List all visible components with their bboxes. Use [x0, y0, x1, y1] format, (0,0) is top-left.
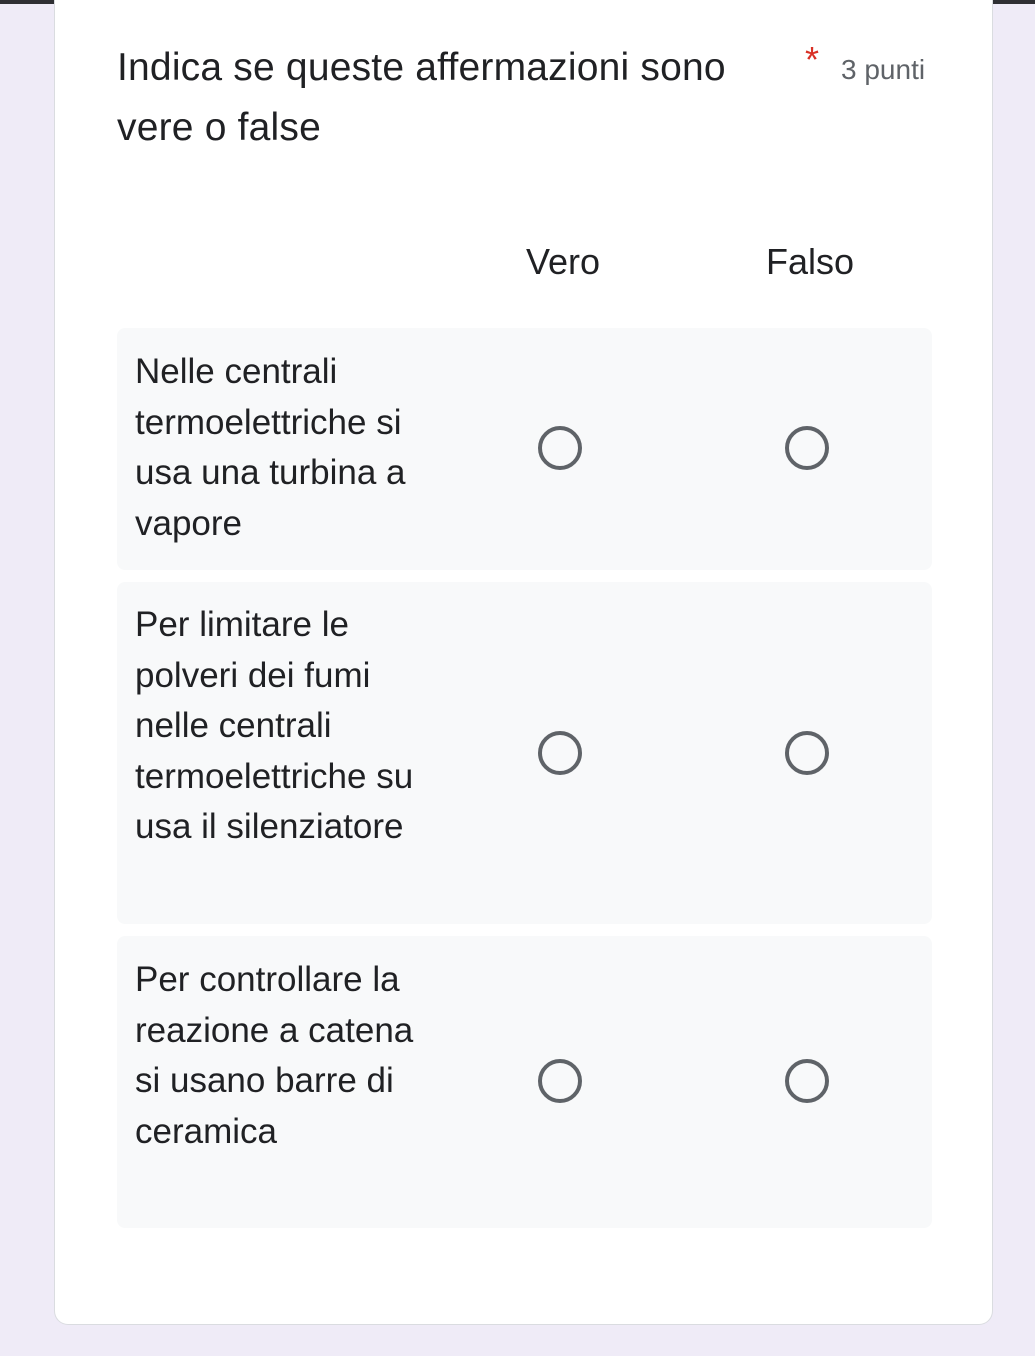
- row-label-2: Per limitare le polveri dei fumi nelle centrali termoelettriche su usa il silenziatore: [135, 605, 414, 847]
- radio-row1-vero[interactable]: [538, 426, 582, 470]
- radio-row2-falso[interactable]: [785, 731, 829, 775]
- column-header-vero: Vero: [525, 241, 601, 282]
- question-card: [54, 0, 993, 1325]
- radio-row1-falso[interactable]: [785, 426, 829, 470]
- points-label: 3 punti: [841, 54, 926, 85]
- required-asterisk: *: [805, 39, 820, 80]
- question-title: Indica se queste affermazioni sono vere o false: [117, 46, 726, 149]
- row-label-3: Per controllare la reazione a catena si usano barre di ceramica: [135, 960, 414, 1151]
- radio-row2-vero[interactable]: [538, 731, 582, 775]
- radio-row3-vero[interactable]: [538, 1059, 582, 1103]
- radio-row3-falso[interactable]: [785, 1059, 829, 1103]
- column-header-falso: Falso: [765, 241, 855, 282]
- row-label-1: Nelle centrali termoelettriche si usa una turbina a vapore: [135, 352, 406, 543]
